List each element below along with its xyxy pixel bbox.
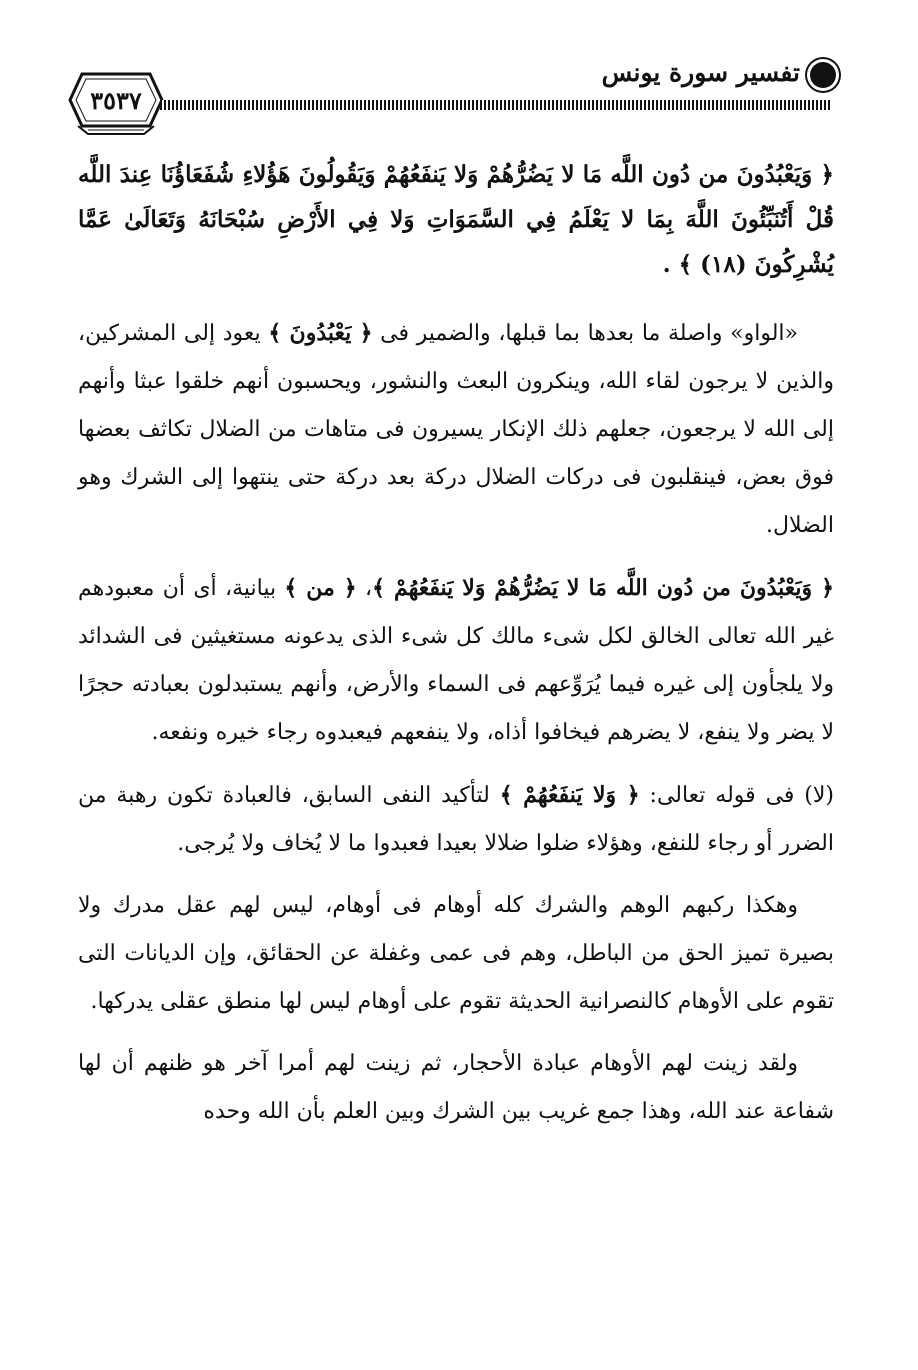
paragraph-text: يعود إلى المشركين، والذين لا يرجون لقاء الله، وينكرون البعث والنشور، ويحسبون أنهم خلقوا عبثا وأنهم إلى الله لا يرجعون، جعلهم ذلك الإنكار يسيرون فى متاهات من الضلال تكاثف بعضها فوق بعض، فينقلبون فى دركات الضلال دركة بعد دركة حتى ينتهوا إلى الشرك وهو الضلال. — [78, 321, 835, 538]
paragraph-5: ولقد زينت لهم الأوهام عبادة الأحجار، ثم زينت لهم أمرا آخر هو ظنهم أن لها شفاعة عند الله، وهذا جمع غريب بين الشرك وبين العلم بأن الله وحده — [78, 1051, 834, 1124]
quran-quote: ﴿ من ﴾ — [284, 575, 357, 601]
header-rule — [160, 100, 830, 110]
ornament-icon — [810, 62, 836, 88]
quran-quote: ﴿ وَيَعْبُدُونَ من دُون اللَّه مَا لا يَضُرُّهُمْ وَلا يَنفَعُهُمْ ﴾ — [372, 575, 835, 601]
paragraph-text: «الواو» واصلة ما بعدها بما قبلها، والضمير فى — [372, 321, 798, 346]
paragraph-1 — [78, 309, 834, 550]
page-number: ٣٥٣٧ — [90, 86, 142, 115]
quran-verse: ﴿ وَيَعْبُدُونَ من دُون اللَّه مَا لا يَضُرُّهُمْ وَلا يَنفَعُهُمْ وَيَقُولُونَ هَؤُلاءِ شُفَعَاؤُنَا عِندَ اللَّه قُلْ أَتُنَبِّئُونَ اللَّهَ بِمَا لا يَعْلَمُ فِي السَّمَوَاتِ وَلا فِي الأَرْضِ سُبْحَانَهُ وَتَعَالَىٰ عَمَّا يُشْرِكُونَ (١٨) ﴾ . — [78, 161, 834, 278]
paragraph-3 — [78, 771, 834, 868]
page-header — [60, 50, 840, 150]
running-title: تفسير سورة يونس — [601, 58, 800, 87]
quran-quote: ﴿ يَعْبُدُونَ ﴾ — [268, 320, 373, 346]
quran-quote: ﴿ وَلا يَنفَعُهُمْ ﴾ — [499, 782, 640, 808]
paragraph-text: (لا) فى قوله تعالى: — [639, 783, 835, 808]
page-number-badge — [68, 70, 164, 136]
paragraph-text: ، — [356, 576, 373, 601]
paragraph-text: لتأكيد النفى السابق، فالعبادة تكون رهبة من الضرر أو رجاء للنفع، وهؤلاء ضلوا ضلالا بعيدا فعبدوا ما لا يُخاف ولا يُرجى. — [78, 783, 834, 856]
paragraph-2 — [78, 564, 834, 757]
page-body — [78, 152, 834, 1150]
paragraph-4: وهكذا ركبهم الوهم والشرك كله أوهام فى أوهام، ليس لهم عقل مدرك ولا بصيرة تميز الحق من الباطل، وهم فى عمى وغفلة عن الحقائق، وإن الديانات التى تقوم على الأوهام كالنصرانية الحديثة تقوم على أوهام ليس لها منطق عقلى يدركها. — [78, 893, 834, 1014]
paragraph-text: بيانية، أى أن معبودهم غير الله تعالى الخالق لكل شىء مالك كل شىء الذى يدعونه مستغيثين فى الشدائد ولا يلجأون إلى غيره فيما يُرَوِّعهم فى السماء والأرض، وأنهم يستبدلون بعبادته حجرًا لا يضر ولا ينفع، لا يضرهم فيخافوا أذاه، ولا ينفعهم فيعبدوه رجاء خيره ونفعه. — [78, 576, 835, 745]
